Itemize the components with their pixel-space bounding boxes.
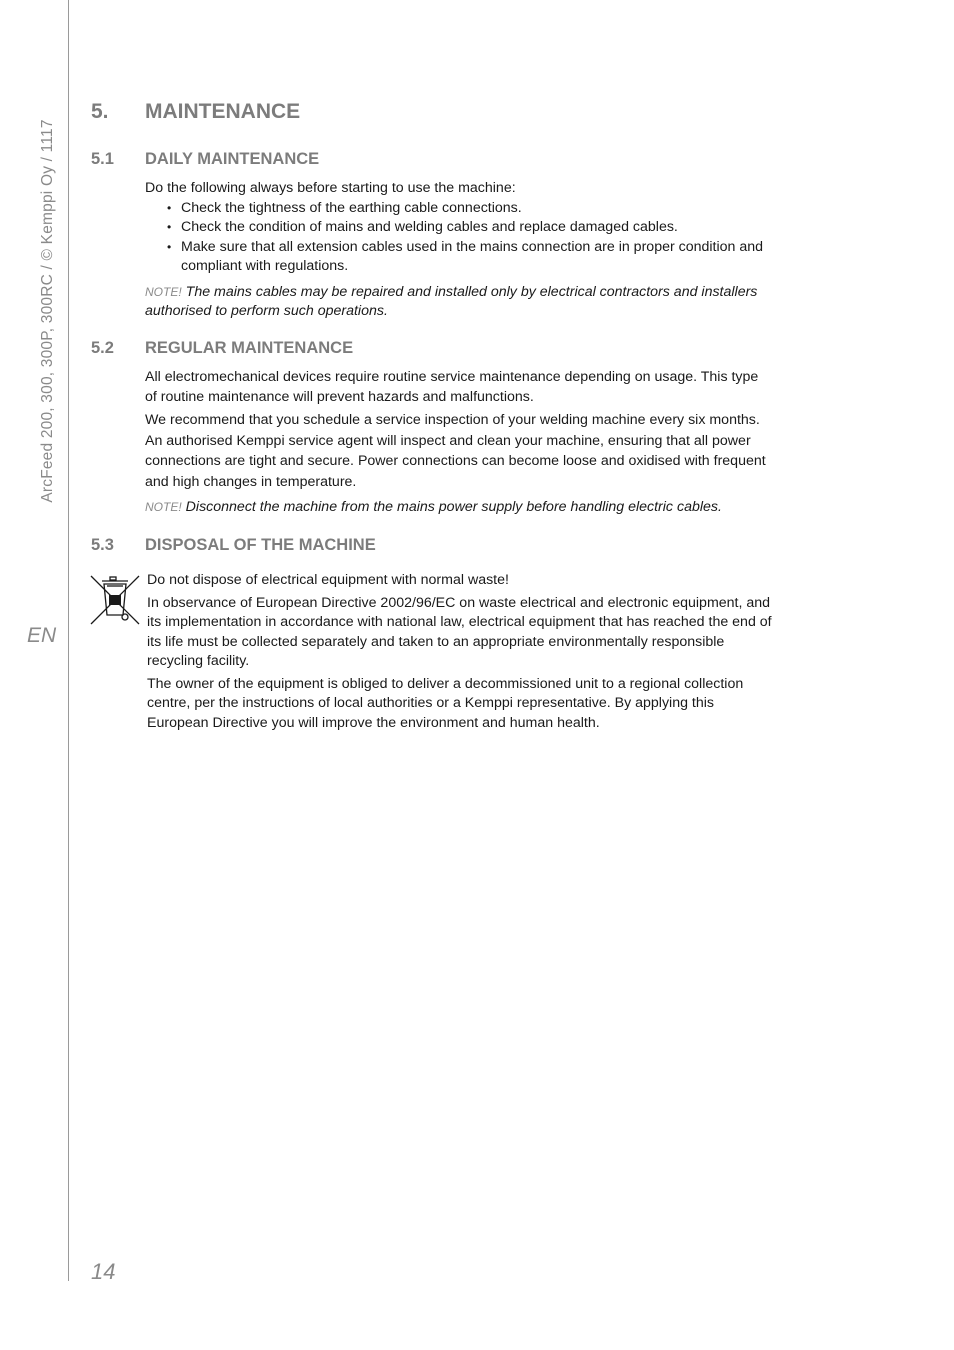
language-tag: EN [27,624,57,647]
regular-note [145,498,770,518]
side-document-info: ArcFeed 200, 300, 300P, 300RC / © Kemppi Oy / 1117 [39,119,56,503]
section-title: MAINTENANCE [145,100,301,123]
regular-maintenance-body [145,368,770,518]
disposal-paragraph-3: The owner of the equipment is obliged to deliver a decommissioned unit to a regional collection centre, per the instructions of local authorities or a Kemppi representative. By applying this European Directive you will improve the environment and human health. [147,675,744,731]
subsection-title: DAILY MAINTENANCE [145,150,320,168]
margin-divider [68,0,69,1281]
disposal-paragraph-1: Do not dispose of electrical equipment with normal waste! [147,572,509,588]
subsection-number: 5.2 [91,339,114,357]
page-number: 14 [91,1259,116,1284]
note-label: NOTE! [145,284,182,299]
subsection-number: 5.3 [91,536,114,554]
note-label: NOTE! [145,500,182,514]
note-text: Disconnect the machine from the mains power supply before handling electric cables. [185,499,722,515]
daily-maintenance-body [145,179,785,322]
daily-intro: Do the following always before starting to use the machine: [145,180,516,196]
regular-paragraph-1: All electromechanical devices require routine service maintenance depending on usage. This type of routine maintenance will prevent hazards and malfunctions. [145,369,759,405]
note-text: The mains cables may be repaired and installed only by electrical contractors and installers authorised to perform such operations. [145,283,758,319]
list-item: • Check the condition of mains and welding cables and replace damaged cables. [145,218,785,238]
list-item: • Make sure that all extension cables used in the mains connection are in proper condition and compliant with regulations. [145,238,771,277]
subsection-title: DISPOSAL OF THE MACHINE [145,536,376,554]
daily-checklist [145,199,785,277]
daily-note [145,283,770,322]
subsection-title: REGULAR MAINTENANCE [145,339,354,357]
crossed-out-wheelie-bin-icon [90,575,140,625]
subsection-number: 5.1 [91,150,114,168]
list-item: • Check the tightness of the earthing cable connections. [145,199,785,219]
disposal-paragraph-2: In observance of European Directive 2002/96/EC on waste electrical and electronic equipment, and its implementation in accordance with national law, electrical equipment that has reached the end of its life must be collected separately and taken to an appropriate environmentally responsible recycling facility. [147,594,772,669]
regular-paragraph-2: We recommend that you schedule a service inspection of your welding machine every six months. An authorised Kemppi service agent will inspect and clean your machine, ensuring that all power connections are tight and secure. Power connections can become loose and oxidised with frequent and high changes in temperature. [145,412,766,490]
section-number: 5. [91,100,109,123]
disposal-body [147,571,772,733]
